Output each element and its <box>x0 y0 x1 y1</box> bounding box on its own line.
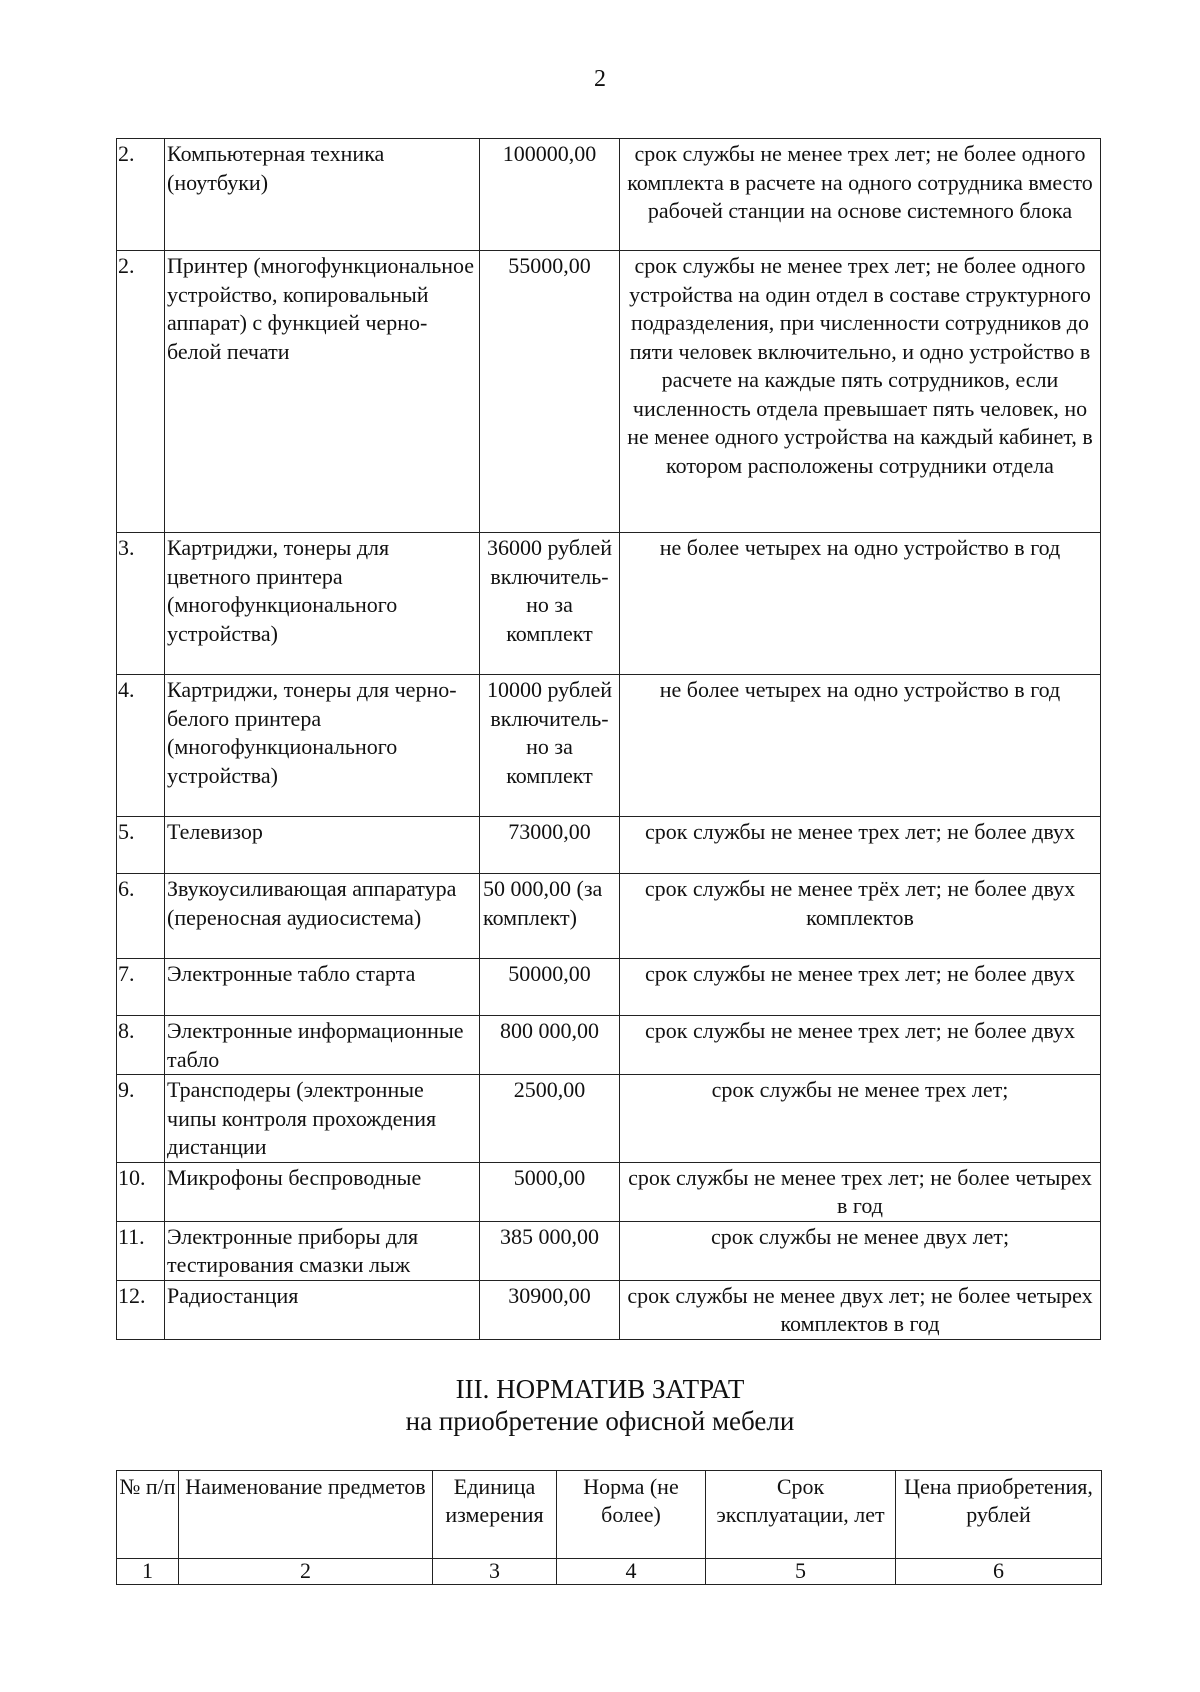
row-number: 2. <box>117 139 165 251</box>
row-number: 12. <box>117 1280 165 1339</box>
table-row <box>117 1221 1101 1280</box>
item-price: 385 000,00 <box>480 1221 620 1280</box>
item-price: 10000 рублей включитель-но за комплект <box>480 675 620 817</box>
item-note: срок службы не менее двух лет; <box>620 1221 1101 1280</box>
row-number: 5. <box>117 817 165 874</box>
column-index-row <box>117 1559 1102 1585</box>
item-name: Электронные информационные табло <box>165 1016 480 1075</box>
item-note: не более четырех на одно устройство в год <box>620 675 1101 817</box>
header-item-name: Наименование предметов <box>179 1471 433 1559</box>
header-norm: Норма (не более) <box>557 1471 706 1559</box>
header-price: Цена приобретения, рублей <box>896 1471 1102 1559</box>
column-index: 4 <box>557 1559 706 1585</box>
item-name: Компьютерная техника (ноутбуки) <box>165 139 480 251</box>
header-number: № п/п <box>117 1471 179 1559</box>
table-row <box>117 251 1101 533</box>
row-number: 11. <box>117 1221 165 1280</box>
item-note: срок службы не менее трех лет; не более одного устройства на один отдел в составе структурного подразделения, при численности сотрудников до пяти человек включительно, и одно устройство в расчете на каждые пять сотрудников, если численность отдела превышает пять человек, но не менее одного устройства на каждый кабинет, в котором расположены сотрудники отдела <box>620 251 1101 533</box>
table-row <box>117 959 1101 1016</box>
item-name: Картриджи, тонеры для черно-белого принтера (многофункционального устройства) <box>165 675 480 817</box>
item-price: 800 000,00 <box>480 1016 620 1075</box>
row-number: 4. <box>117 675 165 817</box>
item-name: Электронные приборы для тестирования смазки лыж <box>165 1221 480 1280</box>
section-subtitle: на приобретение офисной мебели <box>405 1406 795 1436</box>
column-index: 1 <box>117 1559 179 1585</box>
equipment-cost-table <box>116 138 1101 1340</box>
table-row <box>117 1016 1101 1075</box>
row-number: 3. <box>117 533 165 675</box>
table-row <box>117 1280 1101 1339</box>
row-number: 8. <box>117 1016 165 1075</box>
item-name: Принтер (многофункциональное устройство, копировальный аппарат) с функцией черно-белой печати <box>165 251 480 533</box>
row-number: 7. <box>117 959 165 1016</box>
item-price: 55000,00 <box>480 251 620 533</box>
item-price: 30900,00 <box>480 1280 620 1339</box>
item-price: 2500,00 <box>480 1075 620 1163</box>
item-name: Микрофоны беспроводные <box>165 1162 480 1221</box>
table-row <box>117 1162 1101 1221</box>
item-note: не более четырех на одно устройство в год <box>620 533 1101 675</box>
row-number: 10. <box>117 1162 165 1221</box>
header-service-life: Срок эксплуатации, лет <box>706 1471 896 1559</box>
table-row <box>117 1075 1101 1163</box>
table-row <box>117 817 1101 874</box>
table-row <box>117 874 1101 959</box>
item-note: срок службы не менее трех лет; не более двух <box>620 1016 1101 1075</box>
item-name: Электронные табло старта <box>165 959 480 1016</box>
item-note: срок службы не менее трех лет; не более двух <box>620 959 1101 1016</box>
item-name: Картриджи, тонеры для цветного принтера (многофункционального устройства) <box>165 533 480 675</box>
row-number: 9. <box>117 1075 165 1163</box>
item-name: Трансподеры (электронные чипы контроля прохождения дистанции <box>165 1075 480 1163</box>
column-index: 2 <box>179 1559 433 1585</box>
item-note: срок службы не менее трех лет; <box>620 1075 1101 1163</box>
item-name: Телевизор <box>165 817 480 874</box>
table-row <box>117 139 1101 251</box>
item-name: Радиостанция <box>165 1280 480 1339</box>
item-note: срок службы не менее двух лет; не более четырех комплектов в год <box>620 1280 1101 1339</box>
row-number: 2. <box>117 251 165 533</box>
item-price: 50000,00 <box>480 959 620 1016</box>
item-price: 100000,00 <box>480 139 620 251</box>
header-unit: Единица измерения <box>433 1471 557 1559</box>
item-note: срок службы не менее трёх лет; не более двух комплектов <box>620 874 1101 959</box>
furniture-cost-table <box>116 1470 1102 1585</box>
item-note: срок службы не менее трех лет; не более двух <box>620 817 1101 874</box>
item-note: срок службы не менее трех лет; не более одного комплекта в расчете на одного сотрудника вместо рабочей станции на основе системного блока <box>620 139 1101 251</box>
table-row <box>117 533 1101 675</box>
item-price: 36000 рублей включитель-но за комплект <box>480 533 620 675</box>
item-name: Звукоусиливающая аппаратура (переносная аудиосистема) <box>165 874 480 959</box>
page-number: 2 <box>594 66 606 92</box>
table-header-row <box>117 1471 1102 1559</box>
item-note: срок службы не менее трех лет; не более четырех в год <box>620 1162 1101 1221</box>
item-price: 5000,00 <box>480 1162 620 1221</box>
item-price: 73000,00 <box>480 817 620 874</box>
column-index: 5 <box>706 1559 896 1585</box>
section-title: III. НОРМАТИВ ЗАТРАТ <box>455 1374 745 1404</box>
column-index: 3 <box>433 1559 557 1585</box>
table-row <box>117 675 1101 817</box>
column-index: 6 <box>896 1559 1102 1585</box>
row-number: 6. <box>117 874 165 959</box>
item-price: 50 000,00 (за комплект) <box>480 874 620 959</box>
